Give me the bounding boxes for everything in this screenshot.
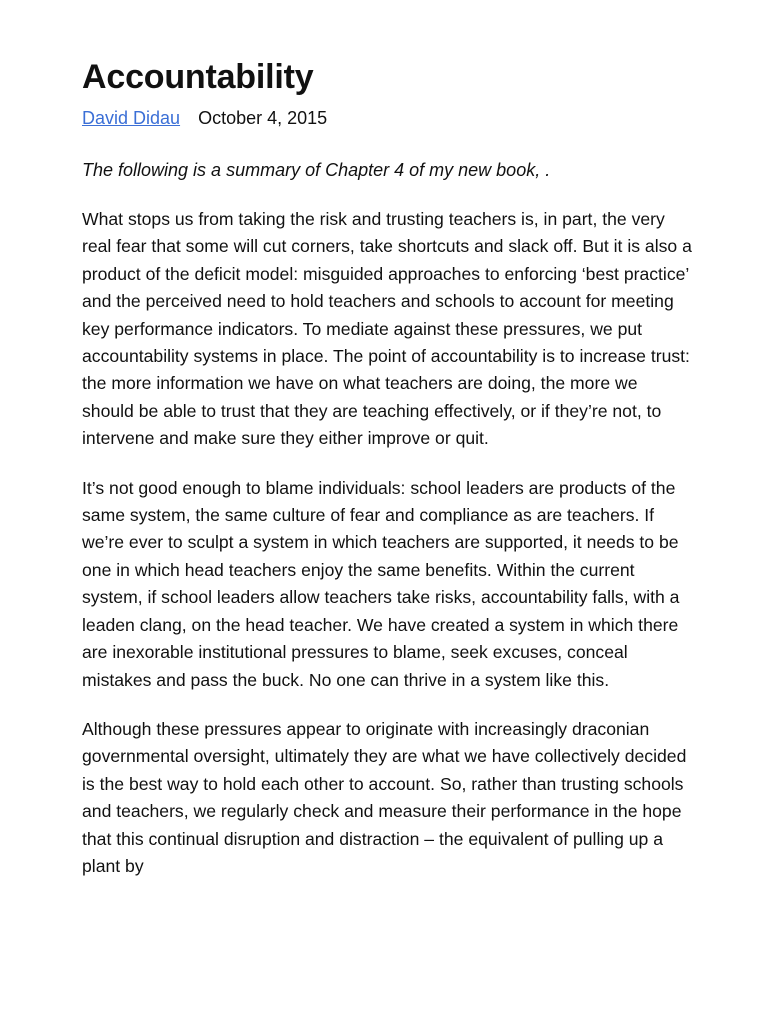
article-meta <box>82 104 692 132</box>
intro-text: The following is a summary of Chapter 4 of my new book, . <box>82 160 551 180</box>
article <box>82 54 692 880</box>
author-link[interactable]: David Didau <box>82 108 181 128</box>
paragraph-1: What stops us from taking the risk and trusting teachers is, in part, the very real fear that some will cut corners, take shortcuts and slack off. But it is also a product of the deficit model: misguided approaches to enforcing ‘best practice’ and the perceived need to hold teachers and schools to account for meeting key performance indicators. To mediate against these pressures, we put accountability systems in place. The point of accountability is to increase trust: the more information we have on what teachers are doing, the more we should be able to trust that they are teaching effectively, or if they’re not, to intervene and make sure they either improve or quit. <box>82 209 692 449</box>
post-date: October 4, 2015 <box>198 108 328 128</box>
page-title: Accountability <box>82 58 314 96</box>
paragraph-2: It’s not good enough to blame individuals: school leaders are products of the same system, the same culture of fear and compliance as are teachers. If we’re ever to sculpt a system in which teachers are supported, it needs to be one in which head teachers enjoy the same benefits. Within the current system, if school leaders allow teachers take risks, accountability falls, with a leaden clang, on the head teacher. We have created a system in which there are inexorable institutional pressures to blame, seek excuses, conceal mistakes and pass the buck. No one can thrive in a system like this. <box>82 477 680 690</box>
paragraph-3: Although these pressures appear to originate with increasingly draconian governmental oversight, ultimately they are what we have collectively decided is the best way to hold each other to account. So, rather than trusting schools and teachers, we regularly check and measure their performance in the hope that this continual disruption and distraction – the equivalent of pulling up a plant by <box>82 718 687 876</box>
